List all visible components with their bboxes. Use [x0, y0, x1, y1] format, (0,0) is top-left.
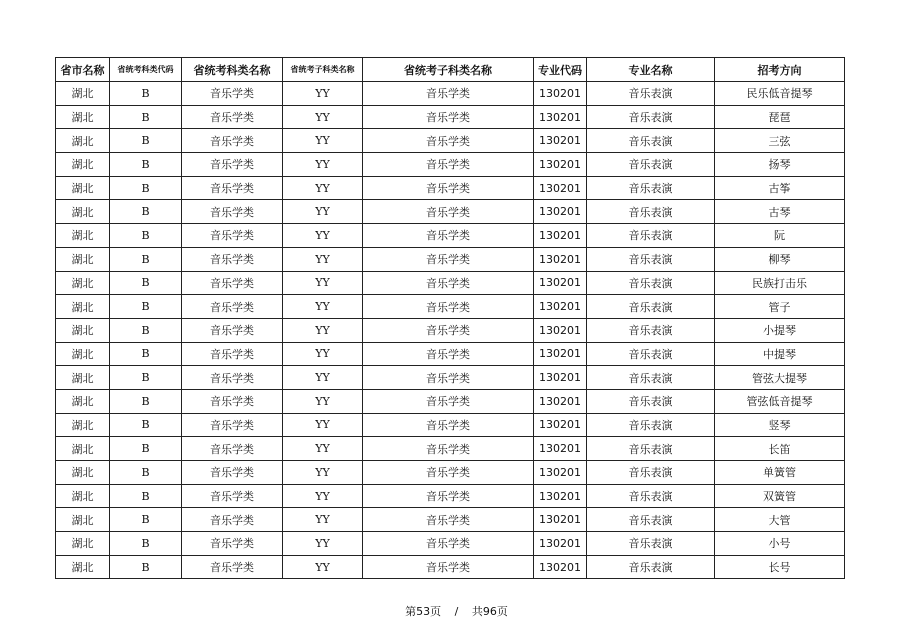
cell-category-code: B	[110, 461, 182, 485]
cell-category-name: 音乐学类	[182, 247, 283, 271]
cell-major-code: 130201	[534, 508, 587, 532]
table-row	[56, 271, 845, 295]
cell-category-code: B	[110, 342, 182, 366]
header-category-name: 省统考科类名称	[182, 58, 283, 82]
cell-category-name: 音乐学类	[182, 176, 283, 200]
cell-major-code: 130201	[534, 295, 587, 319]
cell-subcategory-code: YY	[283, 105, 363, 129]
cell-subcategory-name: 音乐学类	[363, 176, 534, 200]
cell-subcategory-code: YY	[283, 342, 363, 366]
cell-subcategory-code: YY	[283, 295, 363, 319]
cell-subcategory-name: 音乐学类	[363, 224, 534, 248]
cell-major-code: 130201	[534, 437, 587, 461]
cell-subcategory-code: YY	[283, 224, 363, 248]
table-row	[56, 532, 845, 556]
cell-category-name: 音乐学类	[182, 318, 283, 342]
cell-category-code: B	[110, 366, 182, 390]
cell-subcategory-code: YY	[283, 82, 363, 106]
table-row	[56, 176, 845, 200]
cell-subcategory-name: 音乐学类	[363, 200, 534, 224]
cell-major-name: 音乐表演	[587, 461, 715, 485]
cell-subcategory-code: YY	[283, 484, 363, 508]
table-row	[56, 389, 845, 413]
cell-subcategory-name: 音乐学类	[363, 413, 534, 437]
page-footer	[0, 603, 913, 619]
cell-category-name: 音乐学类	[182, 413, 283, 437]
cell-subcategory-name: 音乐学类	[363, 82, 534, 106]
cell-category-name: 音乐学类	[182, 271, 283, 295]
cell-direction: 扬琴	[715, 153, 845, 177]
cell-major-code: 130201	[534, 105, 587, 129]
table-row	[56, 437, 845, 461]
table-body	[56, 82, 845, 579]
cell-subcategory-name: 音乐学类	[363, 555, 534, 579]
cell-category-code: B	[110, 508, 182, 532]
table-row	[56, 153, 845, 177]
table-row	[56, 129, 845, 153]
cell-category-name: 音乐学类	[182, 555, 283, 579]
table-row	[56, 508, 845, 532]
cell-major-name: 音乐表演	[587, 129, 715, 153]
cell-subcategory-name: 音乐学类	[363, 342, 534, 366]
table-row	[56, 224, 845, 248]
cell-province: 湖北	[56, 555, 110, 579]
cell-subcategory-code: YY	[283, 413, 363, 437]
admissions-table	[55, 57, 845, 579]
cell-province: 湖北	[56, 508, 110, 532]
cell-category-code: B	[110, 413, 182, 437]
cell-subcategory-name: 音乐学类	[363, 532, 534, 556]
cell-direction: 阮	[715, 224, 845, 248]
table-row	[56, 413, 845, 437]
cell-major-code: 130201	[534, 389, 587, 413]
cell-major-name: 音乐表演	[587, 318, 715, 342]
cell-category-code: B	[110, 153, 182, 177]
cell-major-name: 音乐表演	[587, 342, 715, 366]
cell-category-name: 音乐学类	[182, 389, 283, 413]
table-row	[56, 247, 845, 271]
cell-subcategory-code: YY	[283, 555, 363, 579]
cell-province: 湖北	[56, 271, 110, 295]
cell-direction: 管弦低音提琴	[715, 389, 845, 413]
cell-major-name: 音乐表演	[587, 366, 715, 390]
cell-category-code: B	[110, 200, 182, 224]
cell-category-name: 音乐学类	[182, 484, 283, 508]
cell-direction: 单簧管	[715, 461, 845, 485]
header-province: 省市名称	[56, 58, 110, 82]
header-subcategory-code: 省统考子科类名称	[283, 58, 363, 82]
cell-subcategory-name: 音乐学类	[363, 389, 534, 413]
cell-direction: 双簧管	[715, 484, 845, 508]
cell-category-name: 音乐学类	[182, 508, 283, 532]
cell-province: 湖北	[56, 366, 110, 390]
table-row	[56, 555, 845, 579]
cell-category-code: B	[110, 532, 182, 556]
cell-subcategory-name: 音乐学类	[363, 366, 534, 390]
cell-category-code: B	[110, 484, 182, 508]
cell-category-code: B	[110, 129, 182, 153]
cell-major-name: 音乐表演	[587, 295, 715, 319]
cell-category-code: B	[110, 555, 182, 579]
header-direction: 招考方向	[715, 58, 845, 82]
cell-category-name: 音乐学类	[182, 437, 283, 461]
cell-direction: 管弦大提琴	[715, 366, 845, 390]
cell-province: 湖北	[56, 532, 110, 556]
table-row	[56, 200, 845, 224]
cell-major-code: 130201	[534, 271, 587, 295]
cell-category-name: 音乐学类	[182, 342, 283, 366]
cell-direction: 古琴	[715, 200, 845, 224]
cell-major-code: 130201	[534, 247, 587, 271]
cell-major-code: 130201	[534, 224, 587, 248]
cell-subcategory-code: YY	[283, 389, 363, 413]
cell-category-code: B	[110, 105, 182, 129]
cell-category-name: 音乐学类	[182, 200, 283, 224]
cell-category-name: 音乐学类	[182, 129, 283, 153]
header-subcategory-name: 省统考子科类名称	[363, 58, 534, 82]
cell-major-code: 130201	[534, 413, 587, 437]
cell-direction: 大管	[715, 508, 845, 532]
cell-province: 湖北	[56, 176, 110, 200]
cell-major-name: 音乐表演	[587, 200, 715, 224]
cell-major-code: 130201	[534, 555, 587, 579]
page-total: 共96页	[471, 605, 508, 618]
cell-direction: 民乐低音提琴	[715, 82, 845, 106]
cell-province: 湖北	[56, 247, 110, 271]
table-row	[56, 366, 845, 390]
cell-direction: 小号	[715, 532, 845, 556]
cell-major-name: 音乐表演	[587, 247, 715, 271]
cell-major-name: 音乐表演	[587, 176, 715, 200]
cell-major-code: 130201	[534, 342, 587, 366]
cell-major-name: 音乐表演	[587, 271, 715, 295]
cell-subcategory-code: YY	[283, 200, 363, 224]
table-row	[56, 318, 845, 342]
cell-major-name: 音乐表演	[587, 437, 715, 461]
cell-category-name: 音乐学类	[182, 295, 283, 319]
cell-subcategory-code: YY	[283, 318, 363, 342]
cell-category-code: B	[110, 271, 182, 295]
page-number: 第53页	[405, 605, 442, 618]
cell-subcategory-code: YY	[283, 508, 363, 532]
cell-major-name: 音乐表演	[587, 413, 715, 437]
cell-category-name: 音乐学类	[182, 366, 283, 390]
cell-major-code: 130201	[534, 129, 587, 153]
cell-category-code: B	[110, 224, 182, 248]
cell-category-code: B	[110, 389, 182, 413]
cell-category-name: 音乐学类	[182, 224, 283, 248]
table-row	[56, 484, 845, 508]
cell-subcategory-name: 音乐学类	[363, 461, 534, 485]
page-separator: /	[454, 605, 459, 618]
cell-major-name: 音乐表演	[587, 532, 715, 556]
cell-subcategory-code: YY	[283, 532, 363, 556]
table-row	[56, 82, 845, 106]
cell-major-name: 音乐表演	[587, 389, 715, 413]
cell-province: 湖北	[56, 461, 110, 485]
header-major-code: 专业代码	[534, 58, 587, 82]
cell-subcategory-code: YY	[283, 176, 363, 200]
cell-major-code: 130201	[534, 176, 587, 200]
cell-province: 湖北	[56, 200, 110, 224]
cell-major-code: 130201	[534, 318, 587, 342]
cell-category-code: B	[110, 247, 182, 271]
cell-subcategory-code: YY	[283, 271, 363, 295]
cell-direction: 小提琴	[715, 318, 845, 342]
cell-major-code: 130201	[534, 153, 587, 177]
cell-subcategory-name: 音乐学类	[363, 129, 534, 153]
cell-direction: 竖琴	[715, 413, 845, 437]
table-row	[56, 342, 845, 366]
cell-major-name: 音乐表演	[587, 555, 715, 579]
cell-major-code: 130201	[534, 484, 587, 508]
header-major-name: 专业名称	[587, 58, 715, 82]
cell-subcategory-code: YY	[283, 153, 363, 177]
cell-direction: 长笛	[715, 437, 845, 461]
cell-category-name: 音乐学类	[182, 82, 283, 106]
cell-direction: 中提琴	[715, 342, 845, 366]
cell-subcategory-code: YY	[283, 247, 363, 271]
cell-province: 湖北	[56, 318, 110, 342]
cell-category-name: 音乐学类	[182, 532, 283, 556]
cell-province: 湖北	[56, 129, 110, 153]
table-row	[56, 461, 845, 485]
cell-major-name: 音乐表演	[587, 484, 715, 508]
cell-province: 湖北	[56, 295, 110, 319]
cell-direction: 柳琴	[715, 247, 845, 271]
cell-province: 湖北	[56, 224, 110, 248]
cell-category-code: B	[110, 82, 182, 106]
cell-major-code: 130201	[534, 366, 587, 390]
cell-province: 湖北	[56, 389, 110, 413]
cell-subcategory-name: 音乐学类	[363, 105, 534, 129]
cell-major-name: 音乐表演	[587, 153, 715, 177]
cell-subcategory-name: 音乐学类	[363, 437, 534, 461]
cell-province: 湖北	[56, 437, 110, 461]
cell-major-name: 音乐表演	[587, 82, 715, 106]
cell-category-code: B	[110, 318, 182, 342]
table-header-row	[56, 58, 845, 82]
cell-subcategory-code: YY	[283, 129, 363, 153]
table-row	[56, 295, 845, 319]
cell-subcategory-name: 音乐学类	[363, 153, 534, 177]
header-category-code: 省统考科类代码	[110, 58, 182, 82]
cell-subcategory-name: 音乐学类	[363, 271, 534, 295]
cell-major-code: 130201	[534, 200, 587, 224]
cell-subcategory-code: YY	[283, 461, 363, 485]
cell-subcategory-name: 音乐学类	[363, 484, 534, 508]
cell-province: 湖北	[56, 82, 110, 106]
cell-category-code: B	[110, 295, 182, 319]
cell-direction: 长号	[715, 555, 845, 579]
cell-direction: 古筝	[715, 176, 845, 200]
cell-province: 湖北	[56, 484, 110, 508]
cell-province: 湖北	[56, 105, 110, 129]
cell-subcategory-code: YY	[283, 366, 363, 390]
cell-direction: 三弦	[715, 129, 845, 153]
cell-direction: 琵琶	[715, 105, 845, 129]
cell-major-name: 音乐表演	[587, 105, 715, 129]
cell-category-code: B	[110, 176, 182, 200]
cell-major-code: 130201	[534, 461, 587, 485]
cell-category-code: B	[110, 437, 182, 461]
cell-major-name: 音乐表演	[587, 508, 715, 532]
cell-major-code: 130201	[534, 532, 587, 556]
cell-province: 湖北	[56, 153, 110, 177]
cell-major-code: 130201	[534, 82, 587, 106]
cell-major-name: 音乐表演	[587, 224, 715, 248]
cell-subcategory-name: 音乐学类	[363, 508, 534, 532]
cell-category-name: 音乐学类	[182, 153, 283, 177]
cell-subcategory-name: 音乐学类	[363, 295, 534, 319]
cell-province: 湖北	[56, 413, 110, 437]
cell-subcategory-code: YY	[283, 437, 363, 461]
cell-subcategory-name: 音乐学类	[363, 318, 534, 342]
cell-subcategory-name: 音乐学类	[363, 247, 534, 271]
cell-category-name: 音乐学类	[182, 461, 283, 485]
table-row	[56, 105, 845, 129]
cell-province: 湖北	[56, 342, 110, 366]
cell-direction: 管子	[715, 295, 845, 319]
cell-direction: 民族打击乐	[715, 271, 845, 295]
cell-category-name: 音乐学类	[182, 105, 283, 129]
